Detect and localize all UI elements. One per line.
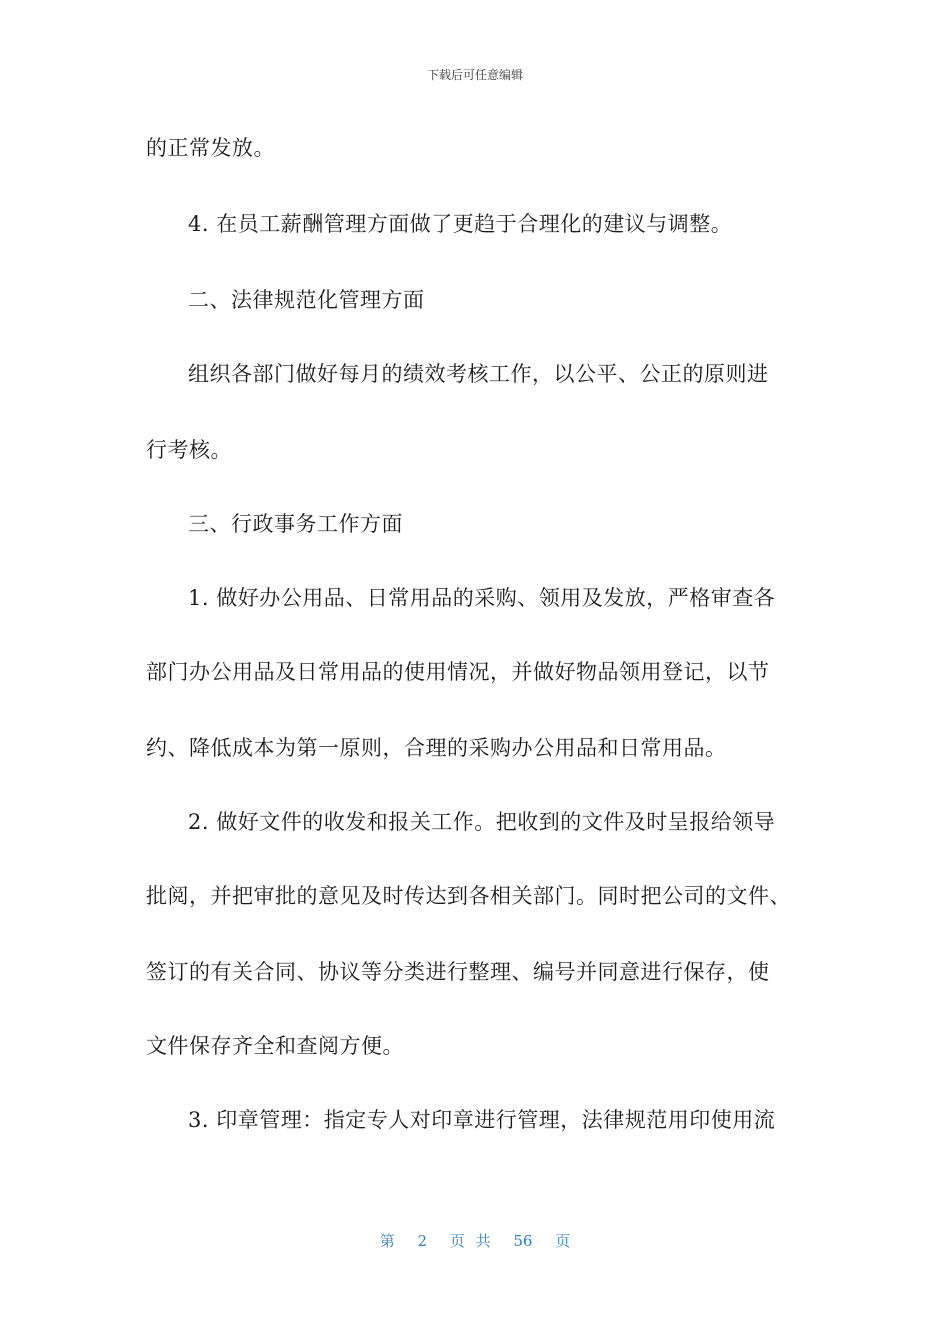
footer-page-mid: 页 共 [449,1232,491,1250]
body-line-5: 行考核。 [146,438,232,462]
footer-page-suffix: 页 [555,1232,571,1250]
page-footer [0,1230,950,1251]
body-line-10: 2. 做好文件的收发和报关工作。把收到的文件及时呈报给领导 [188,810,776,834]
footer-page-total: 56 [513,1232,533,1250]
body-line-12: 签订的有关合同、协议等分类进行整理、编号并同意进行保存，使 [146,960,770,984]
body-line-8: 部门办公用品及日常用品的使用情况，并做好物品领用登记，以节 [146,660,770,684]
body-line-1: 的正常发放。 [146,136,275,160]
section-heading-3: 三、行政事务工作方面 [188,512,403,536]
footer-page-prefix: 第 [379,1232,395,1250]
body-line-4: 组织各部门做好每月的绩效考核工作，以公平、公正的原则进 [188,362,769,386]
body-line-7: 1. 做好办公用品、日常用品的采购、领用及发放，严格审查各 [188,586,776,610]
footer-page-number: 2 [417,1232,428,1250]
body-line-14: 3. 印章管理：指定专人对印章进行管理，法律规范用印使用流 [188,1108,776,1132]
body-line-11: 批阅，并把审批的意见及时传达到各相关部门。同时把公司的文件、 [146,884,791,908]
body-line-2: 4. 在员工薪酬管理方面做了更趋于合理化的建议与调整。 [188,212,733,236]
body-line-9: 约、降低成本为第一原则，合理的采购办公用品和日常用品。 [146,736,727,760]
section-heading-2: 二、法律规范化管理方面 [188,288,425,312]
page-header: 下载后可任意编辑 [426,68,523,82]
body-line-13: 文件保存齐全和查阅方便。 [146,1034,404,1058]
